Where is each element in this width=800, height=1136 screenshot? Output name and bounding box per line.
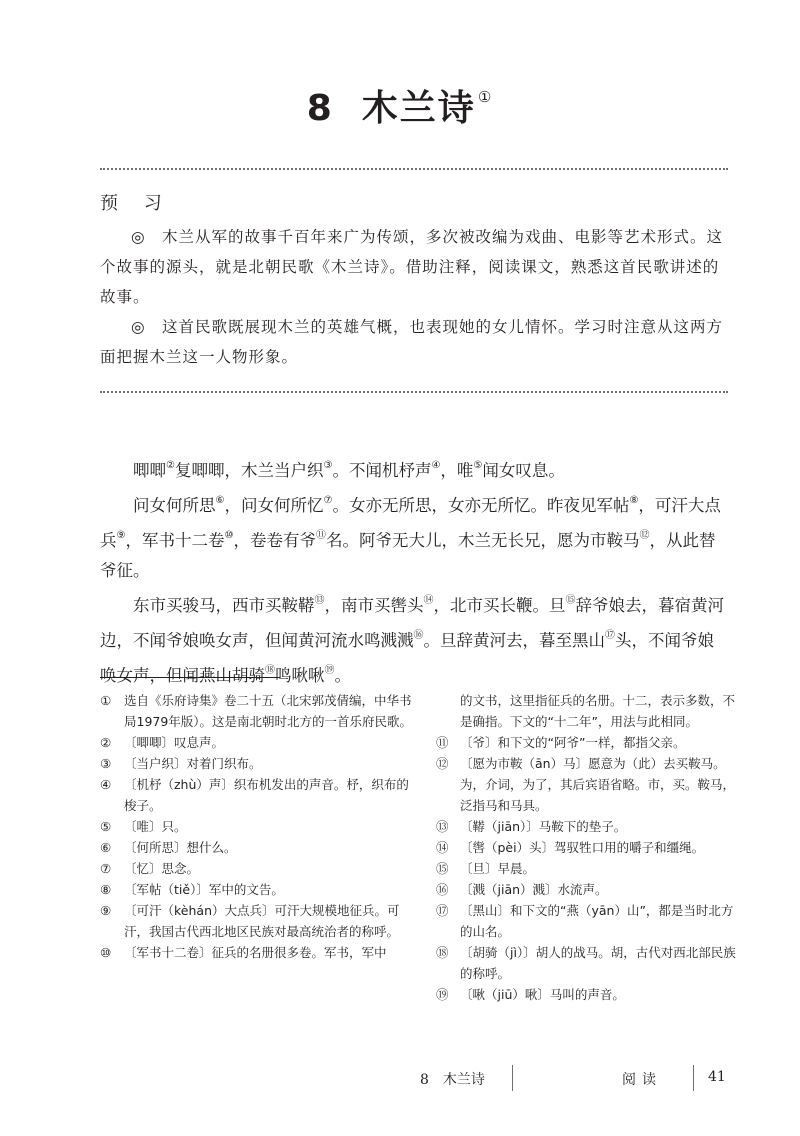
footnote-marker: ⑨ (100, 903, 112, 918)
footnote-item (436, 732, 736, 753)
footnote-item (436, 753, 736, 816)
footnote-ref: ② (166, 460, 175, 471)
footnote-marker: ⑮ (436, 861, 449, 876)
footnote-text: 〔愿为市鞍（ān）马〕愿意为（此）去买鞍马。为，介词，为了，其后宾语省略。市，买。鞍马，泛指马和马具。 (460, 756, 736, 813)
footnote-text: 〔机杼（zhù）声〕织布机发出的声音。杼，织布的梭子。 (124, 777, 409, 813)
footnote-item (436, 900, 736, 942)
footnote-item (436, 879, 736, 900)
footer-lesson: 8 木兰诗 (420, 1072, 485, 1088)
poem-paragraph (100, 451, 725, 486)
footnote-marker: ⑬ (436, 819, 449, 834)
footnote-item (436, 858, 736, 879)
footnote-text: 〔何所思〕想什么。 (124, 840, 237, 855)
footnote-text: 〔辔（pèi）头〕驾驭牲口用的嚼子和缰绳。 (460, 840, 705, 855)
footnote-rule (100, 677, 280, 678)
preview-paragraph: ◎ 木兰从军的故事千百年来广为传颂，多次被改编为戏曲、电影等艺术形式。这个故事的源头，就是北朝民歌《木兰诗》。借助注释，阅读课文，熟悉这首民歌讲述的故事。 (100, 228, 724, 306)
footnote-ref: ⑩ (224, 530, 234, 541)
footnote-ref: ⑰ (605, 630, 615, 641)
footnote-ref: ⑯ (413, 630, 424, 641)
footnote-item (100, 690, 420, 732)
footnote-text: 〔鞯（jiān）〕马鞍下的垫子。 (460, 819, 627, 834)
poem-text: 唧唧 (133, 461, 166, 480)
footnotes-right-list (436, 732, 736, 1005)
footnote-marker: ③ (100, 756, 112, 771)
lesson-number: 8 (306, 88, 334, 129)
poem-text: 问女何所思 (133, 496, 216, 515)
page-number: 41 (708, 1069, 726, 1085)
poem-text: 闻女叹息。 (482, 461, 565, 480)
footnote-marker: ⑩ (100, 945, 112, 960)
poem-text: 。女亦无所思，女亦无所忆。昨夜见军帖 (332, 496, 630, 515)
poem-text: 头，不闻爷娘唤女声，但闻燕山胡骑 (100, 631, 714, 685)
footnote-text: 〔溅（jiān）溅〕水流声。 (460, 882, 608, 897)
footnote-ref: ⑬ (314, 595, 325, 606)
footnote-ref: ⑮ (565, 595, 576, 606)
footnote-marker: ⑰ (436, 903, 449, 918)
footnote-item (436, 837, 736, 858)
footnote-marker: ① (100, 693, 112, 708)
preview-heading: 预 习 (100, 193, 172, 214)
preview-section (100, 222, 728, 372)
poem-text: 东市买骏马，西市买鞍鞯 (133, 596, 315, 615)
poem-paragraph (100, 586, 725, 691)
footnote-text: 〔可汗（kèhán）大点兵〕可汗大规模地征兵。可汗，我国古代西北地区民族对最高统治者的称呼。 (124, 903, 400, 939)
footnote-text: 〔当户织〕对着门织布。 (124, 756, 262, 771)
footnote-item (436, 942, 736, 984)
poem-text: ，军书十二卷 (125, 531, 225, 550)
footnote-marker: ⑧ (100, 882, 112, 897)
footnote-ref: ⑦ (323, 495, 333, 506)
title-text-group (307, 88, 494, 129)
footnote-text: 〔唯〕只。 (124, 819, 187, 834)
footnote-marker: ⑫ (436, 756, 449, 771)
footnotes-left-column (100, 690, 420, 963)
footnote-item (100, 774, 420, 816)
footnote-item (100, 858, 420, 879)
footnote-text: 选自《乐府诗集》卷二十五（北宋郭茂倩编，中华书局1979年版）。这是南北朝时北方的一首乐府民歌。 (124, 693, 413, 729)
poem-text: ，唯 (440, 461, 474, 480)
footnote-marker: ② (100, 735, 112, 750)
poem-text: ，从此替爷征。 (100, 531, 716, 580)
footnote-item (100, 837, 420, 858)
poem-body (100, 451, 725, 691)
footnote-ref: ④ (431, 460, 441, 471)
footnote-text: 〔啾（jiū）啾〕马叫的声音。 (460, 987, 625, 1002)
footnote-item (100, 942, 420, 963)
footnote-continuation: 的文书，这里指征兵的名册。十二，表示多数，不是确指。下文的“十二年”，用法与此相同。 (460, 693, 736, 729)
poem-text: ，北市买长鞭。旦 (433, 596, 566, 615)
footnote-text: 〔黑山〕和下文的“燕（yān）山”，都是当时北方的山名。 (460, 903, 734, 939)
poem-text: 。旦辞黄河去，暮至黑山 (423, 631, 605, 650)
poem-text: 复唧唧，木兰当户织 (174, 461, 324, 480)
footnote-text: 〔爷〕和下文的“阿爷”一样，都指父亲。 (460, 735, 686, 750)
footnote-marker: ⑦ (100, 861, 112, 876)
footnotes-right-column (436, 690, 736, 1005)
poem-paragraph (100, 486, 725, 586)
footnote-item (100, 900, 420, 942)
footnote-item (436, 984, 736, 1005)
footnote-item (100, 816, 420, 837)
footnote-ref: ⑪ (315, 530, 326, 541)
footnote-text: 〔胡骑（jì）〕胡人的战马。胡，古代对西北部民族的称呼。 (460, 945, 736, 981)
poem-text: 。 (334, 666, 351, 685)
poem-text: 名。阿爷无大儿，木兰无长兄，愿为市鞍马 (325, 531, 640, 550)
footnote-item (436, 816, 736, 837)
footnote-item (100, 879, 420, 900)
preview-bottom-divider (100, 391, 728, 393)
lesson-title-text: 木兰诗 (361, 88, 476, 129)
poem-text: ，卷卷有爷 (233, 531, 316, 550)
footer-divider (693, 1065, 694, 1091)
footnote-marker: ⑯ (436, 882, 449, 897)
footnote-text: 〔旦〕早晨。 (460, 861, 536, 876)
poem-text: 。不闻机杼声 (332, 461, 432, 480)
footnote-ref: ⑧ (629, 495, 639, 506)
footnote-text: 〔军书十二卷〕征兵的名册很多卷。军书，军中 (124, 945, 387, 960)
footnote-ref: ⑱ (265, 665, 275, 676)
page-footer (0, 1065, 800, 1095)
poem-text: ，南市买辔头 (324, 596, 424, 615)
footer-divider (512, 1065, 513, 1091)
preview-top-divider (100, 168, 728, 170)
footnote-text: 〔唧唧〕叹息声。 (124, 735, 225, 750)
title-footnote-mark: ① (477, 88, 494, 106)
poem-text: 鸣啾啾 (275, 666, 325, 685)
footnote-ref: ⑲ (324, 665, 335, 676)
footnote-marker: ⑱ (436, 945, 449, 960)
poem-text: ，可汗大点兵 (100, 496, 721, 550)
preview-paragraph: ◎ 这首民歌既展现木兰的英雄气概，也表现她的女儿情怀。学习时注意从这两方面把握木兰这一人物形象。 (100, 318, 724, 366)
footnote-ref: ⑫ (639, 530, 650, 541)
footnote-marker: ⑤ (100, 819, 112, 834)
footer-section: 阅读 (622, 1072, 662, 1088)
footnote-ref: ⑤ (473, 460, 483, 471)
footnote-text: 〔忆〕思念。 (124, 861, 200, 876)
footnote-marker: ⑥ (100, 840, 112, 855)
footnote-marker: ④ (100, 777, 112, 792)
poem-text: ，问女何所忆 (224, 496, 324, 515)
footnote-ref: ⑥ (215, 495, 225, 506)
footnote-ref: ⑭ (423, 595, 434, 606)
footnote-item (100, 732, 420, 753)
footnote-marker: ⑲ (436, 987, 449, 1002)
lesson-title (0, 80, 800, 131)
footnote-text: 〔军帖（tiě）〕军中的文告。 (124, 882, 284, 897)
poem-text: 辞爷娘去，暮宿黄河边，不闻爷娘唤女声，但闻黄河流水鸣溅溅 (100, 596, 724, 650)
footnote-marker: ⑪ (436, 735, 449, 750)
footnote-ref: ⑨ (116, 530, 126, 541)
footnote-marker: ⑭ (436, 840, 449, 855)
footnote-ref: ③ (323, 460, 333, 471)
footnote-item (100, 753, 420, 774)
